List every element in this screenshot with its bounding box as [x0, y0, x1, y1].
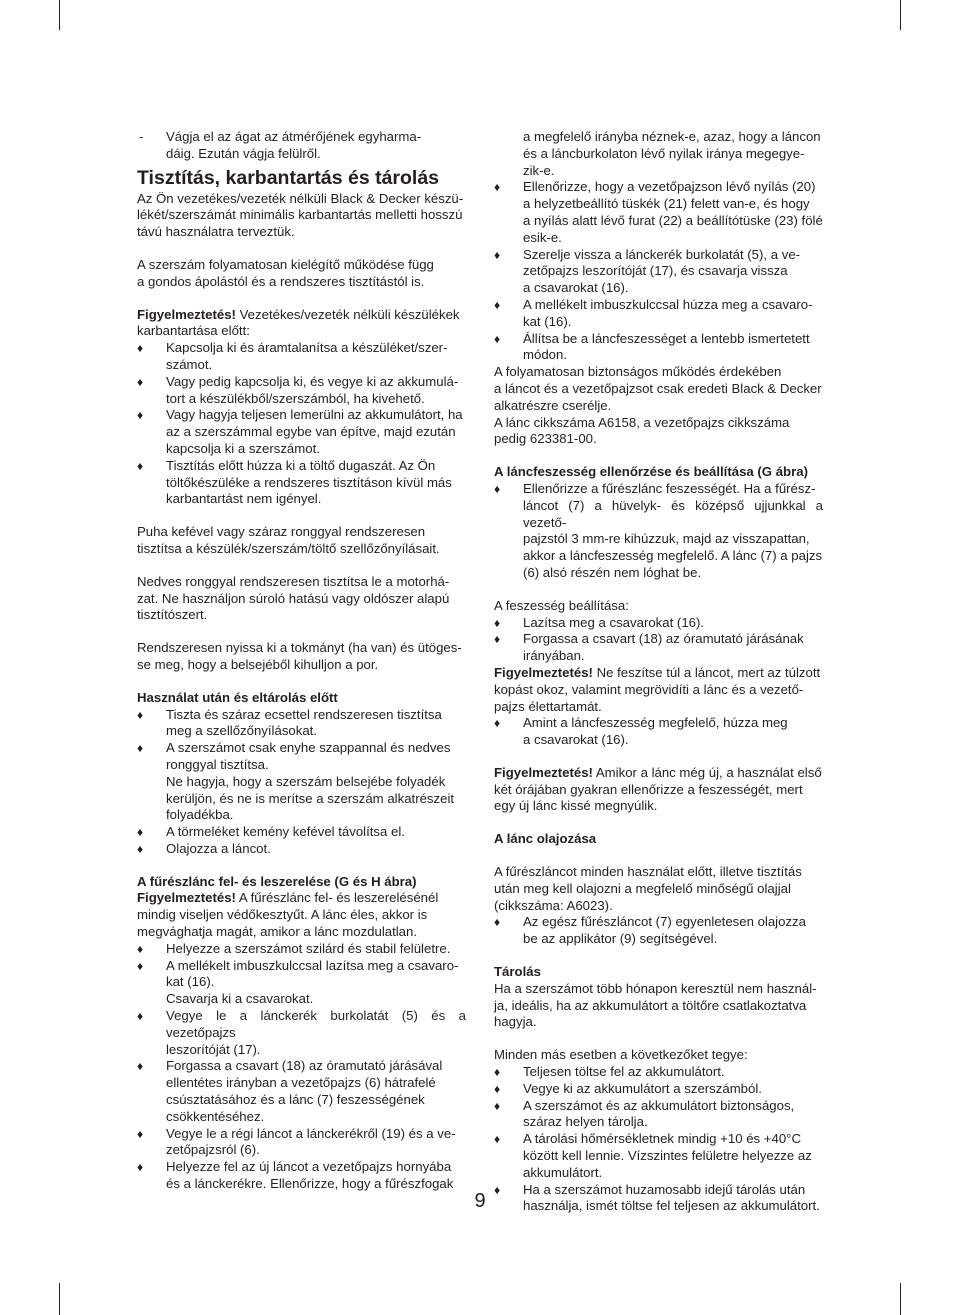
text-line: ronggyal tisztítsa.: [166, 756, 269, 772]
warning-label: Figyelmeztetés!: [137, 890, 236, 906]
warning-paragraph: [137, 890, 466, 940]
list-item: [137, 1008, 466, 1058]
paragraph: [494, 364, 823, 414]
paragraph: [137, 574, 466, 624]
warning-label: Figyelmeztetés!: [137, 306, 236, 322]
text-line: karbantartása előtt:: [137, 323, 250, 339]
text-line: Forgassa a csavart (18) az óramutató járásának: [523, 631, 804, 647]
right-column: [494, 129, 823, 1215]
diamond-bullet-icon: ♦: [137, 1059, 144, 1074]
crop-mark-bottom-right: [900, 1283, 901, 1315]
text-line: Állítsa be a láncfeszességet a lentebb ismertetett: [523, 330, 810, 346]
text-line: Olajozza a láncot.: [166, 840, 271, 856]
text-line: Tiszta és száraz ecsettel rendszeresen tisztítsa: [166, 706, 442, 722]
text-line: a csavarokat (16).: [523, 732, 629, 748]
text-line: láncot (7) a hüvelyk- és középső ujjunkkal a vezető-: [523, 497, 823, 530]
text-line: után meg kell olajozni a megfelelő minőségű olajjal: [494, 880, 791, 896]
text-line: kat (16).: [166, 974, 215, 990]
text-line: ellentétes irányban a vezetőpajzs (6) hátrafelé: [166, 1075, 436, 1091]
text-line: (cikkszáma: A6023).: [494, 897, 613, 913]
text-line: A mellékelt imbuszkulccsal lazítsa meg a csavaro-: [166, 957, 459, 973]
subheading-chain-mounting: A fűrészlánc fel- és leszerelése (G és H ábra): [137, 873, 417, 889]
text-line: kapcsolja ki a szerszámot.: [166, 440, 320, 456]
warning-paragraph: [494, 765, 823, 815]
text-line: Az egész fűrészláncot (7) egyenletesen olajozza: [523, 914, 806, 930]
text-line: Vezetékes/vezeték nélküli készülékek: [235, 306, 460, 322]
page-number: 9: [474, 1190, 486, 1212]
text-line: Ne hagyja, hogy a szerszám belsejébe folyadék: [166, 773, 446, 789]
text-line: Kapcsolja ki és áramtalanítsa a készüléket/szer-: [166, 340, 448, 356]
diamond-bullet-icon: ♦: [137, 408, 144, 423]
subheading-storage: Tárolás: [494, 964, 541, 980]
text-line: száraz helyen tárolja.: [523, 1114, 648, 1130]
text-line: karbantartást nem igényel.: [166, 491, 322, 507]
list-item: [137, 824, 466, 841]
text-line: hagyja.: [494, 1014, 537, 1030]
text-line: Vagy hagyja teljesen lemerülni az akkumulátort, ha: [166, 407, 463, 423]
text-line: csúsztatásához és a lánc (7) feszességének: [166, 1092, 425, 1108]
text-line: lékét/szerszámát minimális karbantartás melletti hosszú: [137, 207, 463, 223]
text-line: A szerszámot és az akkumulátort biztonságos,: [523, 1097, 795, 1113]
text-line: ja, ideális, ha az akkumulátort a töltőre csatlakoztatva: [494, 997, 807, 1013]
text-line: zetőpajzsról (6).: [166, 1142, 260, 1158]
warning-paragraph: [494, 665, 823, 715]
text-line: Rendszeresen nyissa ki a tokmányt (ha van) és ütöges-: [137, 640, 462, 656]
text-line: akkumulátort.: [523, 1164, 603, 1180]
text-line: tisztítószert.: [137, 607, 208, 623]
text-line: tort a készülékből/szerszámból, ha kivehető.: [166, 390, 425, 406]
list-item: [494, 179, 823, 246]
list-item: [494, 1081, 823, 1098]
text-line: A fűrészlánc fel- és leszerelésénél: [235, 890, 439, 906]
text-line: között kell lennie. Vízszintes felületre helyezze az: [523, 1148, 812, 1164]
text-line: Az Ön vezetékes/vezeték nélküli Black & Decker készü-: [137, 190, 464, 206]
diamond-bullet-icon: ♦: [137, 1009, 144, 1024]
list-item: [494, 715, 823, 749]
text-line: A folyamatosan biztonságos működés érdekében: [494, 364, 782, 380]
text-line: Helyezze fel az új láncot a vezetőpajzs hornyába: [166, 1159, 452, 1175]
diamond-bullet-icon: ♦: [137, 825, 144, 840]
text-line: a láncot és a vezetőpajzsot csak eredeti Black & Decker: [494, 380, 822, 396]
diamond-bullet-icon: ♦: [137, 741, 144, 756]
list-item: [137, 407, 466, 457]
list-item: [494, 631, 823, 665]
diamond-bullet-icon: ♦: [137, 374, 144, 389]
diamond-bullet-icon: ♦: [494, 1081, 501, 1096]
diamond-bullet-icon: ♦: [137, 841, 144, 856]
list-item: [137, 707, 466, 741]
text-line: Vágja el az ágat az átmérőjének egyharma-: [166, 129, 422, 144]
text-line: a megfelelő irányba néznek-e, azaz, hogy a láncon: [523, 129, 821, 144]
text-line: pajzs élettartamát.: [494, 698, 602, 714]
text-line: Vegye le a régi láncot a lánckerékről (19) és a ve-: [166, 1125, 456, 1141]
paragraph: A feszesség beállítása:: [494, 597, 629, 613]
text-line: használja, ismét töltse fel teljesen az akkumulátort.: [523, 1198, 820, 1214]
text-line: A mellékelt imbuszkulccsal húzza meg a csavaro-: [523, 296, 813, 312]
text-line: alkatrészre cserélje.: [494, 397, 612, 413]
text-line: zik-e.: [523, 162, 555, 178]
text-line: töltőkészüléke a rendszeres tisztításon kívül más: [166, 474, 452, 490]
text-line: A törmeléket kemény kefével távolítsa el.: [166, 824, 405, 840]
text-line: Lazítsa meg a csavarokat (16).: [523, 614, 705, 630]
list-item: [494, 247, 823, 297]
intro-dash-item: - Vágja el az ágat az átmérőjének egyharma- dáig. Ezután vágja felülről.: [139, 129, 422, 161]
text-line: az a szerszámmal egybe van építve, majd ezután: [166, 424, 456, 440]
diamond-bullet-icon: ♦: [137, 941, 144, 956]
text-line: be az applikátor (9) segítségével.: [523, 931, 718, 947]
text-line: tisztítsa a készülék/szerszám/töltő szellőzőnyílásait.: [137, 540, 440, 556]
text-line: irányában.: [523, 648, 585, 664]
text-line: Ellenőrizze a fűrészlánc feszességét. Ha a fűrész-: [523, 480, 816, 496]
text-line: kat (16).: [523, 313, 572, 329]
list-item: [137, 340, 466, 374]
paragraph: [137, 257, 466, 291]
list-item: [137, 458, 466, 508]
warning-paragraph: [137, 307, 466, 341]
text-line: A szerszám folyamatosan kielégítő működése függ: [137, 256, 434, 272]
paragraph: [137, 524, 466, 558]
diamond-bullet-icon: ♦: [137, 341, 144, 356]
diamond-bullet-icon: ♦: [494, 615, 501, 630]
list-item: [137, 958, 466, 992]
diamond-bullet-icon: ♦: [137, 458, 144, 473]
text-line: A lánc cikkszáma A6158, a vezetőpajzs cikkszáma: [494, 414, 790, 430]
text-line: Nedves ronggyal rendszeresen tisztítsa le a motorhá-: [137, 573, 450, 589]
text-line: két órájában gyakran ellenőrizze a feszességét, mert: [494, 781, 803, 797]
diamond-bullet-icon: ♦: [494, 632, 501, 647]
text-line: mindig viseljen védőkesztyűt. A lánc éles, akkor is: [137, 907, 428, 923]
text-line: zetőpajzs leszorítóját (17), és csavarja vissza: [523, 263, 788, 279]
subheading-oiling: A lánc olajozása: [494, 831, 597, 847]
text-line: és a láncburkolaton lévő nyilak iránya megegye-: [523, 145, 805, 161]
diamond-bullet-icon: ♦: [137, 958, 144, 973]
section-heading-cleaning: Tisztítás, karbantartás és tárolás: [137, 166, 440, 189]
text-line: (6) alsó részén nem lóghat be.: [523, 564, 702, 580]
list-item: [137, 1058, 466, 1125]
text-line: Amint a láncfeszesség megfelelő, húzza meg: [523, 715, 788, 731]
text-line: a nyílás alatt lévő furat (22) a beállítótüske (23) fölé: [523, 212, 823, 228]
text-line: Vegye ki az akkumulátort a szerszámból.: [523, 1080, 762, 1096]
diamond-bullet-icon: ♦: [494, 180, 501, 195]
paragraph: [494, 864, 823, 914]
text-line: a gondos ápolástól és a rendszeres tisztítástól is.: [137, 273, 425, 289]
left-column: [137, 129, 466, 1193]
crop-mark-top-left: [59, 0, 60, 30]
text-line: meg a szellőzőnyílásokat.: [166, 723, 317, 739]
text-line: távú használatra terveztük.: [137, 224, 295, 240]
diamond-bullet-icon: ♦: [494, 247, 501, 262]
crop-mark-bottom-left: [59, 1283, 60, 1315]
diamond-bullet-icon: ♦: [494, 716, 501, 731]
list-item: [494, 331, 823, 365]
text-line: A szerszámot csak enyhe szappannal és nedves: [166, 740, 451, 756]
text-line: Ne feszítse túl a láncot, mert az túlzott: [592, 664, 821, 680]
warning-label: Figyelmeztetés!: [494, 764, 593, 780]
list-item: [137, 374, 466, 408]
text-line: zat. Ne használjon súroló hatású vagy oldószer alapú: [137, 590, 450, 606]
text-line: Ha a szerszámot huzamosabb idejű tárolás után: [523, 1181, 806, 1197]
text-line: Teljesen töltse fel az akkumulátort.: [523, 1064, 725, 1080]
paragraph: [494, 415, 823, 449]
text-line: a csavarokat (16).: [523, 280, 629, 296]
list-item: [137, 941, 466, 958]
indented-text: [137, 991, 466, 1008]
list-item: [494, 615, 823, 632]
text-line: Ellenőrizze, hogy a vezetőpajzson lévő nyílás (20): [523, 179, 816, 195]
list-item: [494, 1098, 823, 1132]
text-line: és a lánckerékre. Ellenőrizze, hogy a fűrészfogak: [166, 1176, 454, 1192]
text-line: dáig. Ezután vágja felülről.: [166, 145, 321, 161]
diamond-bullet-icon: ♦: [494, 1132, 501, 1147]
diamond-bullet-icon: ♦: [494, 915, 501, 930]
text-line: A tárolási hőmérsékletnek mindig +10 és +40°C: [523, 1131, 801, 1147]
list-item: [494, 297, 823, 331]
text-line: Amikor a lánc még új, a használat első: [592, 764, 822, 780]
indented-text: [494, 129, 823, 179]
list-item: [137, 841, 466, 858]
text-line: csökkentéséhez.: [166, 1108, 265, 1124]
indented-text: [137, 774, 466, 824]
subheading-after-use: Használat után és eltárolás előtt: [137, 689, 338, 705]
diamond-bullet-icon: ♦: [137, 1126, 144, 1141]
text-line: Helyezze a szerszámot szilárd és stabil felületre.: [166, 940, 451, 956]
text-line: kopást okoz, valamint megrövidíti a lánc és a vezető-: [494, 681, 804, 697]
list-item: [137, 1126, 466, 1160]
diamond-bullet-icon: ♦: [137, 707, 144, 722]
text-line: se meg, hogy a belsejéből kihulljon a por.: [137, 656, 379, 672]
text-line: Szerelje vissza a lánckerék burkolatát (5), a ve-: [523, 246, 801, 262]
text-line: esik-e.: [523, 229, 562, 245]
paragraph: [137, 640, 466, 674]
list-item: [137, 740, 466, 774]
text-line: Puha kefével vagy száraz ronggyal rendszeresen: [137, 524, 426, 540]
warning-label: Figyelmeztetés!: [494, 664, 593, 680]
text-line: kerüljön, és ne is merítse a szerszám alkatrészeit: [166, 790, 455, 806]
list-item: [137, 1159, 466, 1193]
text-line: módon.: [523, 347, 567, 363]
list-item: [494, 481, 823, 582]
diamond-bullet-icon: ♦: [494, 331, 501, 346]
text-line: megvághatja magát, amikor a lánc mozdulatlan.: [137, 924, 418, 940]
text-line: a helyzetbeállító tüskék (21) felett van-e, és hogy: [523, 196, 810, 212]
text-line: Tisztítás előtt húzza ki a töltő dugaszát. Az Ön: [166, 457, 436, 473]
text-line: leszorítóját (17).: [166, 1041, 261, 1057]
paragraph: [494, 981, 823, 1031]
list-item: [494, 1131, 823, 1181]
list-item: [494, 914, 823, 948]
text-line: Vagy pedig kapcsolja ki, és vegye ki az akkumulá-: [166, 373, 459, 389]
text-line: számot.: [166, 356, 213, 372]
diamond-bullet-icon: ♦: [137, 1160, 144, 1175]
paragraph: Minden más esetben a következőket tegye:: [494, 1047, 748, 1063]
text-line: egy új lánc kissé megnyúlik.: [494, 798, 658, 814]
text-line: Forgassa a csavart (18) az óramutató járásával: [166, 1058, 443, 1074]
text-line: Vegye le a lánckerék burkolatát (5) és a vezetőpajzs: [166, 1008, 466, 1040]
text-line: Csavarja ki a csavarokat.: [166, 991, 314, 1007]
diamond-bullet-icon: ♦: [494, 1098, 501, 1113]
text-line: folyadékba.: [166, 807, 234, 823]
diamond-bullet-icon: ♦: [494, 1065, 501, 1080]
crop-mark-top-right: [900, 0, 901, 30]
text-line: akkor a láncfeszesség megfelelő. A lánc (7) a pajzs: [523, 548, 823, 564]
text-line: pajzstól 3 mm-re kihúzzuk, majd az visszapattan,: [523, 531, 810, 547]
text-line: Ha a szerszámot több hónapon keresztül nem használ-: [494, 980, 817, 996]
subheading-tension: A láncfeszesség ellenőrzése és beállítása (G ábra): [494, 464, 808, 480]
text-line: pedig 623381-00.: [494, 431, 597, 447]
text-line: A fűrészláncot minden használat előtt, illetve tisztítás: [494, 864, 802, 880]
list-item: [494, 1064, 823, 1081]
diamond-bullet-icon: ♦: [494, 481, 501, 496]
diamond-bullet-icon: ♦: [494, 1182, 501, 1197]
diamond-bullet-icon: ♦: [494, 297, 501, 312]
paragraph: [137, 191, 466, 241]
